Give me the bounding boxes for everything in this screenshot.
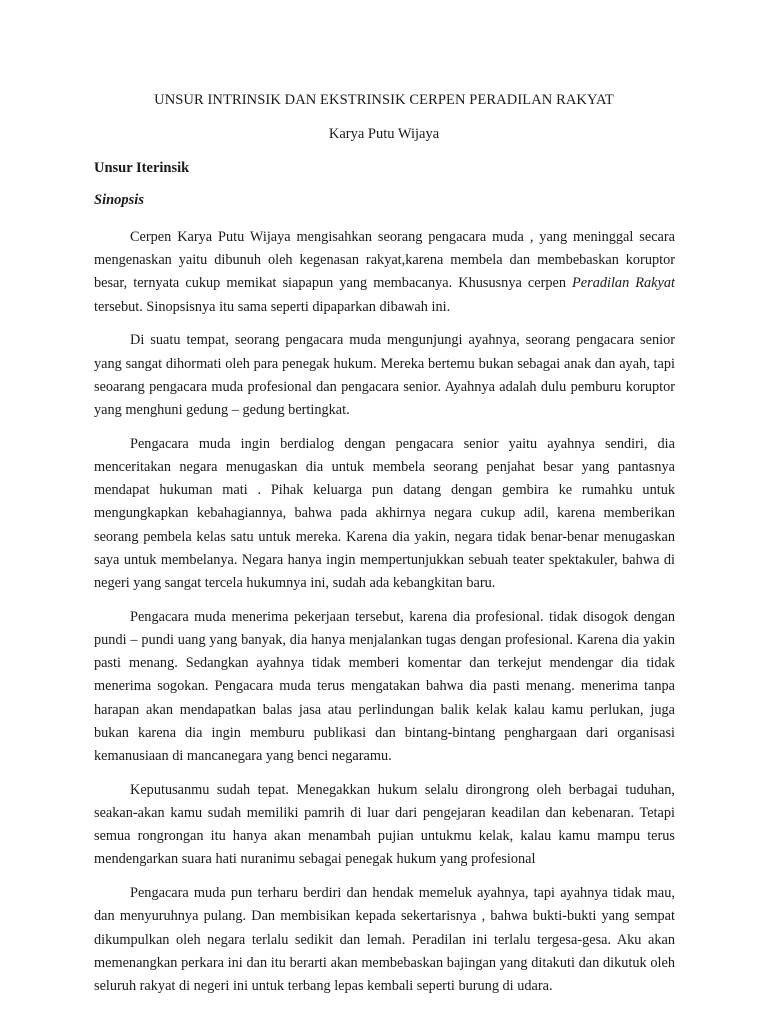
document-title: UNSUR INTRINSIK DAN EKSTRINSIK CERPEN PERADILAN RAKYAT [154,92,614,108]
paragraph-5: Keputusanmu sudah tepat. Menegakkan hukum selalu dirongrong oleh berbagai tuduhan, seakan-akan kamu sudah memiliki pamrih di luar dari pengejaran keadilan dan kebenaran. Tetapi semua rongrongan itu hanya akan menambah pujian untukmu kelak, kalau kamu mampu terus mendengarkan suara hati nuranimu sebagai penegak hukum yang profesional [94,781,675,868]
paragraph-6: Pengacara muda pun terharu berdiri dan hendak memeluk ayahnya, tapi ayahnya tidak mau, dan menyuruhnya pulang. Dan membisikan kepada sekertarisnya , bahwa bukti-bukti yang sempat dikumpulkan oleh negara terlalu sedikit dan lemah. Peradilan ini terlalu tergesa-gesa. Aku akan memenangkan perkara ini dan itu berarti akan membebaskan bajingan yang ditakuti dan dikutuk oleh seluruh rakyat di negeri ini untuk terbang lepas kembali seperti burung di udara. [94,885,675,995]
document-body [94,226,675,998]
story-title-italic: Peradilan Rakyat [572,275,675,292]
paragraph-4: Pengacara muda menerima pekerjaan tersebut, karena dia profesional. tidak disogok dengan pundi – pundi uang yang banyak, dia hanya menjalankan tugas dengan profesional. Karena dia yakin pasti menang. Sedangkan ayahnya tidak memberi komentar dan terkejut mendengar dia tidak menerima sogokan. Pengacara muda terus mengatakan bahwa dia pasti menang. menerima tanpa harapan akan mendapatkan balas jasa atau perlindungan balik kelak kalau kamu perlukan, juga bukan karena dia ingin memburu publikasi dan bintang-bintang penghargaan dari organisasi kemanusiaan di mancanegara yang benci negaramu. [94,608,675,765]
paragraph-3: Pengacara muda ingin berdialog dengan pengacara senior yaitu ayahnya sendiri, dia menceritakan negara menugaskan dia untuk membela seorang penjahat besar yang pantasnya mendapat hukuman mati . Pihak keluarga pun datang dengan gembira ke rumahku untuk mengungkapkan kebahagiannya, bahwa pada akhirnya negara cukup adil, karena memberikan seorang pembela kelas satu untuk mereka. Karena dia yakin, negara tidak benar-benar menugaskan saya untuk membelanya. Negara hanya ingin mempertunjukkan sebuah teater spektakuler, bahwa di negeri yang sangat tercela hukumnya ini, sudah ada kebangkitan baru. [94,435,675,592]
section-heading: Unsur Iterinsik [94,160,190,176]
paragraph-1-text-end: tersebut. Sinopsisnya itu sama seperti dipaparkan dibawah ini. [94,298,451,315]
paragraph-1-text: Cerpen Karya Putu Wijaya mengisahkan seorang pengacara muda , yang meninggal secara mengenaskan yaitu dibunuh oleh kegenasan rakyat,karena membela dan membebaskan koruptor besar, ternyata cukup memikat siapapun yang membacanya. Khususnya cerpen [94,229,675,292]
paragraph-2: Di suatu tempat, seorang pengacara muda mengunjungi ayahnya, seorang pengacara senior yang sangat dihormati oleh para penegak hukum. Mereka bertemu bukan sebagai anak dan ayah, tapi seoarang pengacara muda profesional dan pengacara senior. Ayahnya adalah dulu pemburu koruptor yang menghuni gedung – gedung bertingkat. [94,332,675,419]
paragraph-1 [94,226,675,319]
document-author: Karya Putu Wijaya [328,126,440,142]
subsection-heading: Sinopsis [94,192,144,208]
